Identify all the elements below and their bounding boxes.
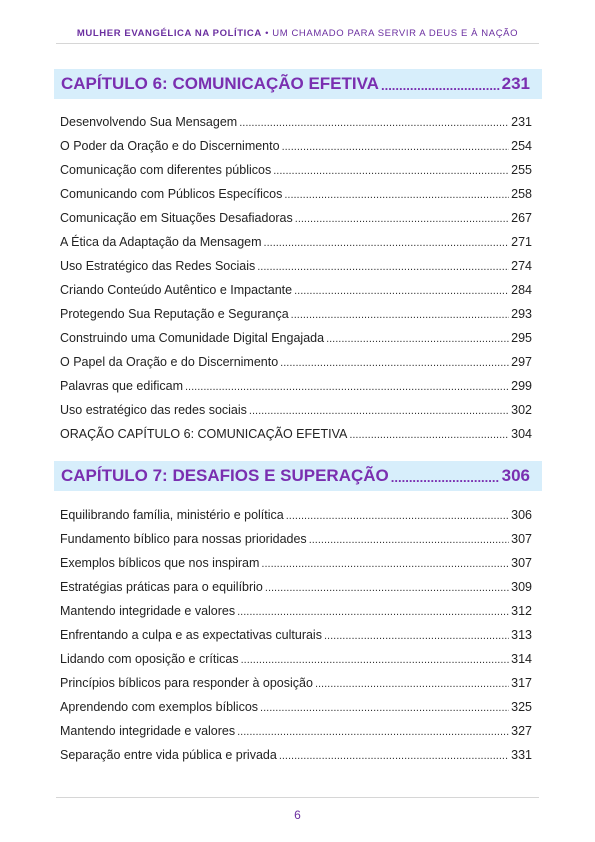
dot-leader bbox=[284, 183, 509, 207]
toc-entry-label: Lidando com oposição e críticas bbox=[60, 652, 239, 666]
toc-entry-label: Construindo uma Comunidade Digital Engajada bbox=[60, 331, 325, 345]
toc-entry-label: Palavras que edificam bbox=[60, 379, 183, 393]
toc-entry-page: 312 bbox=[511, 604, 532, 618]
dot-leader bbox=[261, 552, 509, 576]
toc-entry-page: 307 bbox=[511, 556, 532, 570]
toc-entry-page: 304 bbox=[511, 427, 532, 441]
dot-leader bbox=[249, 399, 509, 423]
dot-leader bbox=[273, 159, 509, 183]
toc-entry-label: Desenvolvendo Sua Mensagem bbox=[60, 115, 238, 129]
toc-entry-page: 314 bbox=[511, 652, 532, 666]
toc-entry[interactable] bbox=[60, 671, 532, 695]
chapter-7-entries bbox=[60, 503, 532, 767]
toc-entry-label: A Ética da Adaptação da Mensagem bbox=[60, 235, 262, 249]
toc-entry[interactable] bbox=[60, 134, 532, 158]
toc-entry[interactable] bbox=[60, 254, 532, 278]
toc-entry[interactable] bbox=[60, 527, 532, 551]
dot-leader bbox=[237, 720, 509, 744]
toc-entry[interactable] bbox=[60, 743, 532, 767]
running-header bbox=[0, 28, 595, 39]
dot-leader bbox=[239, 111, 509, 135]
toc-entry[interactable] bbox=[60, 278, 532, 302]
toc-entry[interactable] bbox=[60, 206, 532, 230]
dot-leader bbox=[324, 624, 509, 648]
toc-entry-label: Mantendo integridade e valores bbox=[60, 724, 236, 738]
toc-entry-page: 271 bbox=[511, 235, 532, 249]
dot-leader bbox=[237, 600, 509, 624]
header-separator: • bbox=[265, 28, 269, 39]
toc-entry[interactable] bbox=[60, 695, 532, 719]
toc-entry[interactable] bbox=[60, 326, 532, 350]
chapter-title: CAPÍTULO 7: DESAFIOS E SUPERAÇÃO bbox=[61, 466, 389, 485]
toc-entry[interactable] bbox=[60, 623, 532, 647]
dot-leader bbox=[349, 423, 509, 447]
header-title: MULHER EVANGÉLICA NA POLÍTICA bbox=[76, 28, 262, 39]
header-divider bbox=[56, 43, 539, 44]
dot-leader bbox=[391, 470, 500, 491]
toc-entry-page: 302 bbox=[511, 403, 532, 417]
toc-entry[interactable] bbox=[60, 302, 532, 326]
toc-entry[interactable] bbox=[60, 374, 532, 398]
toc-entry-label: Equilibrando família, ministério e política bbox=[60, 508, 284, 522]
toc-entry-page: 309 bbox=[511, 580, 532, 594]
dot-leader bbox=[282, 135, 510, 159]
chapter-heading-7[interactable] bbox=[54, 461, 542, 491]
dot-leader bbox=[257, 255, 509, 279]
toc-entry-page: 267 bbox=[511, 211, 532, 225]
toc-entry-label: O Poder da Oração e do Discernimento bbox=[60, 139, 280, 153]
toc-entry-label: Protegendo Sua Reputação e Segurança bbox=[60, 307, 289, 321]
toc-entry-label: Enfrentando a culpa e as expectativas culturais bbox=[60, 628, 322, 642]
dot-leader bbox=[295, 207, 509, 231]
toc-entry-page: 295 bbox=[511, 331, 532, 345]
toc-entry[interactable] bbox=[60, 719, 532, 743]
toc-entry[interactable] bbox=[60, 230, 532, 254]
chapter-heading-6[interactable] bbox=[54, 69, 542, 99]
chapter-title: CAPÍTULO 6: COMUNICAÇÃO EFETIVA bbox=[61, 74, 379, 93]
toc-entry[interactable] bbox=[60, 599, 532, 623]
toc-entry-label: Fundamento bíblico para nossas prioridades bbox=[60, 532, 307, 546]
toc-entry-label: Criando Conteúdo Autêntico e Impactante bbox=[60, 283, 293, 297]
toc-entry-label: Mantendo integridade e valores bbox=[60, 604, 236, 618]
chapter-page: 231 bbox=[501, 74, 530, 93]
toc-entry[interactable] bbox=[60, 575, 532, 599]
toc-entry-label: Estratégias práticas para o equilíbrio bbox=[60, 580, 263, 594]
toc-entry-page: 293 bbox=[511, 307, 532, 321]
toc-entry-label: Separação entre vida pública e privada bbox=[60, 748, 277, 762]
toc-entry-page: 313 bbox=[511, 628, 532, 642]
toc-entry-label: ORAÇÃO CAPÍTULO 6: COMUNICAÇÃO EFETIVA bbox=[60, 427, 348, 441]
toc-entry[interactable] bbox=[60, 350, 532, 374]
toc-entry-page: 231 bbox=[511, 115, 532, 129]
toc-entry-page: 299 bbox=[511, 379, 532, 393]
toc-entry-page: 255 bbox=[511, 163, 532, 177]
toc-entry-page: 306 bbox=[511, 508, 532, 522]
dot-leader bbox=[280, 351, 509, 375]
toc-entry-label: Comunicação em Situações Desafiadoras bbox=[60, 211, 293, 225]
dot-leader bbox=[241, 648, 510, 672]
toc-entry-label: Aprendendo com exemplos bíblicos bbox=[60, 700, 259, 714]
footer-divider bbox=[56, 797, 539, 798]
toc-entry[interactable] bbox=[60, 158, 532, 182]
dot-leader bbox=[185, 375, 509, 399]
toc-entry[interactable] bbox=[60, 551, 532, 575]
dot-leader bbox=[309, 528, 509, 552]
dot-leader bbox=[286, 504, 509, 528]
toc-entry-page: 327 bbox=[511, 724, 532, 738]
dot-leader bbox=[264, 231, 510, 255]
toc-entry-page: 325 bbox=[511, 700, 532, 714]
dot-leader bbox=[265, 576, 509, 600]
toc-entry-page: 297 bbox=[511, 355, 532, 369]
toc-entry-label: Comunicando com Públicos Específicos bbox=[60, 187, 283, 201]
dot-leader bbox=[315, 672, 509, 696]
toc-entry-page: 258 bbox=[511, 187, 532, 201]
toc-entry-label: Uso estratégico das redes sociais bbox=[60, 403, 247, 417]
dot-leader bbox=[279, 744, 509, 768]
dot-leader bbox=[381, 78, 500, 99]
header-subtitle: UM CHAMADO PARA SERVIR A DEUS E À NAÇÃO bbox=[272, 28, 519, 39]
chapter-6-entries bbox=[60, 110, 532, 446]
dot-leader bbox=[294, 279, 509, 303]
toc-entry[interactable] bbox=[60, 503, 532, 527]
page-number: 6 bbox=[294, 808, 301, 822]
toc-entry-label: Exemplos bíblicos que nos inspiram bbox=[60, 556, 260, 570]
dot-leader bbox=[291, 303, 509, 327]
toc-entry-page: 254 bbox=[511, 139, 532, 153]
toc-entry[interactable] bbox=[60, 422, 532, 446]
toc-entry-page: 331 bbox=[511, 748, 532, 762]
chapter-page: 306 bbox=[501, 466, 530, 485]
toc-entry-label: O Papel da Oração e do Discernimento bbox=[60, 355, 279, 369]
toc-entry[interactable] bbox=[60, 110, 532, 134]
toc-entry-label: Comunicação com diferentes públicos bbox=[60, 163, 272, 177]
toc-entry-label: Princípios bíblicos para responder à oposição bbox=[60, 676, 313, 690]
toc-entry-page: 307 bbox=[511, 532, 532, 546]
toc-entry-page: 274 bbox=[511, 259, 532, 273]
toc-entry-page: 317 bbox=[511, 676, 532, 690]
toc-entry-label: Uso Estratégico das Redes Sociais bbox=[60, 259, 256, 273]
toc-entry[interactable] bbox=[60, 182, 532, 206]
dot-leader bbox=[326, 327, 509, 351]
dot-leader bbox=[260, 696, 509, 720]
toc-entry[interactable] bbox=[60, 398, 532, 422]
toc-entry[interactable] bbox=[60, 647, 532, 671]
toc-entry-page: 284 bbox=[511, 283, 532, 297]
